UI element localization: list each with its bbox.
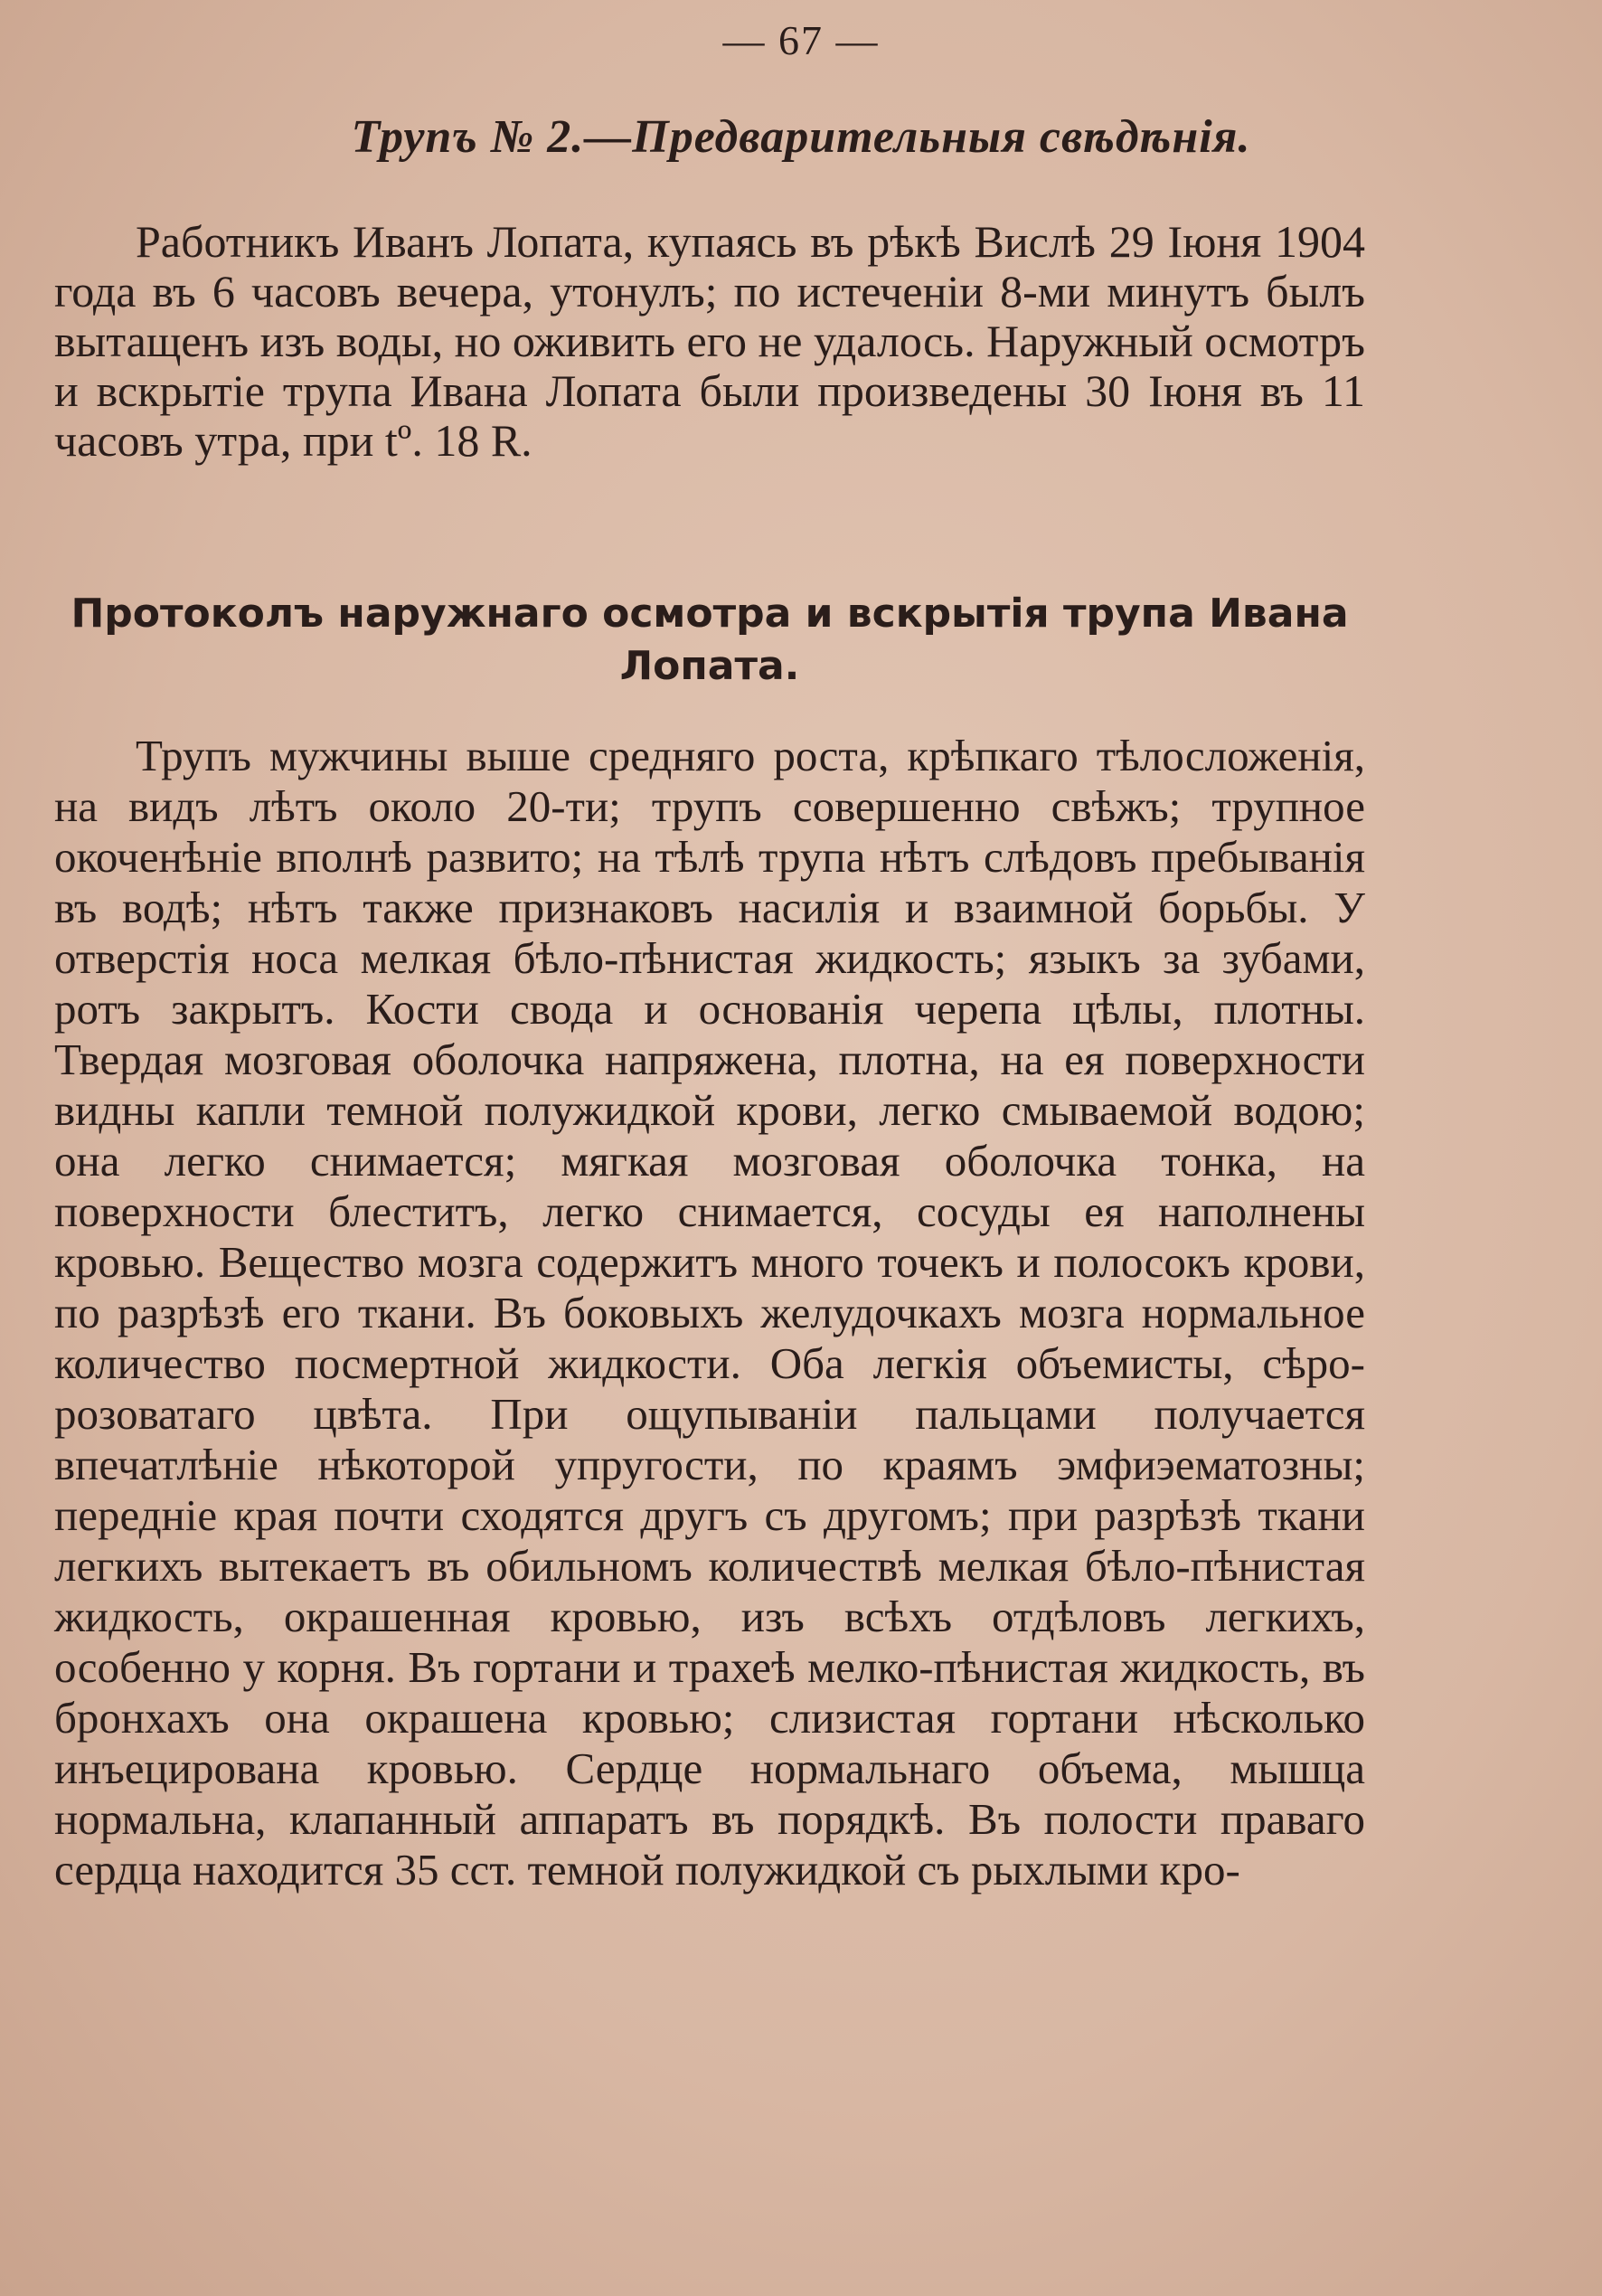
intro-paragraph: Работникъ Иванъ Лопата, купаясь въ рѣкѣ Вислѣ 29 Іюня 1904 года въ 6 часовъ вечера, утонулъ; по истеченіи 8-ми минутъ былъ вытащенъ изъ воды, но оживить его не удалось. Наружный осмотръ и вскрытіе трупа Ивана Лопата были произведены 30 Іюня въ 11 часовъ утра, при tº. 18 R.: [54, 216, 1365, 466]
section-heading: Трупъ № 2.—Предварительныя свѣдѣнія.: [351, 111, 1251, 163]
page-number: — 67 —: [722, 17, 880, 63]
protocol-title: Протоколъ наружнаго осмотра и вскрытія трупа Ивана Лопата.: [71, 591, 1349, 689]
body-paragraph: Трупъ мужчины выше средняго роста, крѣпкаго тѣлосложенія, на видъ лѣтъ около 20-ти; трупъ совершенно свѣжъ; трупное окоченѣніе вполнѣ развито; на тѣлѣ трупа нѣтъ слѣдовъ пребыванія въ водѣ; нѣтъ также признаковъ насилія и взаимной борьбы. У отверстія носа мелкая бѣло-пѣнистая жидкость; языкъ за зубами, ротъ закрытъ. Кости свода и основанія черепа цѣлы, плотны. Твердая мозговая оболочка напряжена, плотна, на ея поверхности видны капли темной полужидкой крови, легко смываемой водою; она легко снимается; мягкая мозговая оболочка тонка, на поверхности блеститъ, легко снимается, сосуды ея наполнены кровью. Вещество мозга содержитъ много точекъ и полосокъ крови, по разрѣзѣ его ткани. Въ боковыхъ желудочкахъ мозга нормальное количество посмертной жидкости. Оба легкія объемисты, сѣро-розоватаго цвѣта. При ощупываніи пальцами получается впечатлѣніе нѣкоторой упругости, по краямъ эмфиэематозны; передніе края почти сходятся другъ съ другомъ; при разрѣзѣ ткани легкихъ вытекаетъ въ обильномъ количествѣ мелкая бѣло-пѣнистая жидкость, окрашенная кровью, изъ всѣхъ отдѣловъ легкихъ, особенно у корня. Въ гортани и трахеѣ мелко-пѣнистая жидкость, въ бронхахъ она окрашена кровью; слизистая гортани нѣсколько инъецирована кровью. Сердце нормальнаго объема, мышца нормальна, клапанный аппаратъ въ порядкѣ. Въ полости праваго сердца находится 35 cст. темной полужидкой съ рыхлыми кро-: [54, 731, 1365, 1894]
